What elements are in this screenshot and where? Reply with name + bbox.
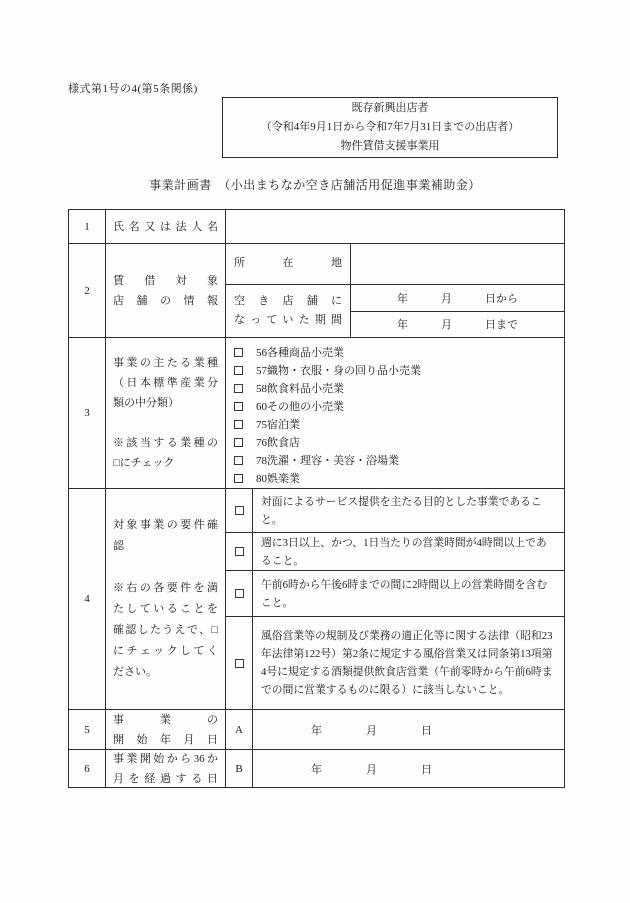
requirement-checkbox-cell xyxy=(226,489,253,532)
row3-number: 3 xyxy=(69,338,106,488)
industry-item xyxy=(234,361,564,379)
row2-label-line1: 賃借対象 xyxy=(113,274,218,287)
industry-label: 56各種商品小売業 xyxy=(256,347,344,359)
name-value-cell[interactable] xyxy=(226,210,564,243)
row2-number: 2 xyxy=(69,244,106,337)
row3-label-line3: 類の中分類） xyxy=(113,397,179,409)
row6-label-line2: 月を経過する日 xyxy=(113,772,218,785)
header-box-line2: （令和4年9月1日から令和7年7月31日までの出店者） xyxy=(260,121,520,133)
header-box-line3: 物件賃借支援事業用 xyxy=(340,140,440,152)
form-number: 様式第1号の4(第5条関係) xyxy=(68,83,198,95)
row3-label-line5: ※該当する業種の xyxy=(113,437,218,449)
requirement-checkbox-cell xyxy=(226,571,253,616)
industry-label: 60その他の小売業 xyxy=(256,401,344,413)
business-plan-table xyxy=(68,209,565,788)
requirement-text: 風俗営業等の規制及び業務の適正化等に関する法律（昭和23年法律第122号）第2条に規定する風俗営業又は同条第13項第4号に規定する酒類提供飲食店営業（午前零時から午前6時までの間に営業するものに限る）に該当しないこと。 xyxy=(261,630,553,696)
requirement-row xyxy=(226,489,564,533)
address-label-cell xyxy=(226,244,351,284)
row4-label-line2: 認 xyxy=(113,540,124,552)
requirement-text: 対面によるサービス提供を主たる目的とした事業であること。 xyxy=(261,495,542,526)
table-row-3 xyxy=(69,338,564,489)
industry-label: 57織物・衣服・身の回り品小売業 xyxy=(256,365,421,377)
row4-label-line6: 確認したうえで、□ xyxy=(113,624,218,636)
checkbox-icon[interactable] xyxy=(235,659,244,668)
vacancy-from-field[interactable]: 年 月 日から xyxy=(351,285,564,312)
header-classification-box xyxy=(222,97,558,158)
industry-item xyxy=(234,343,564,361)
vacancy-dates xyxy=(351,285,564,337)
requirement-row xyxy=(226,533,564,571)
row3-label-line6: □にチェック xyxy=(113,457,175,469)
checkbox-icon[interactable] xyxy=(235,506,244,515)
row3-label-cell xyxy=(106,338,226,488)
row4-label-line3 xyxy=(113,557,218,578)
row6-number: 6 xyxy=(69,750,106,787)
checkbox-icon[interactable] xyxy=(235,589,244,598)
row6-content xyxy=(226,750,564,787)
row4-label-line1: 対象事業の要件確 xyxy=(113,519,218,531)
checkbox-icon[interactable] xyxy=(234,384,243,393)
address-label: 所在地 xyxy=(234,257,342,269)
row5-label-cell xyxy=(106,710,226,749)
table-row-1 xyxy=(69,210,564,244)
elapse-date-field[interactable]: 年 月 日 xyxy=(311,763,432,776)
checkbox-icon[interactable] xyxy=(234,402,243,411)
row4-label-line7: にチェックしてく xyxy=(113,645,218,657)
row3-label-line4 xyxy=(113,413,218,433)
requirement-row xyxy=(226,617,564,709)
address-value-cell[interactable] xyxy=(351,244,564,284)
row4-label-line4: ※右の各要件を満 xyxy=(113,582,218,594)
table-row-5 xyxy=(69,710,564,750)
industry-list-cell xyxy=(226,338,564,488)
table-row-2 xyxy=(69,244,564,338)
requirement-checkbox-cell xyxy=(226,617,253,709)
requirement-text: 週に3日以上、かつ、1日当たりの営業時間が4時間以上であること。 xyxy=(261,536,547,567)
row2-label-cell xyxy=(106,244,226,337)
requirements-cell xyxy=(226,489,564,709)
page-title: 事業計画書 （小出まちなか空き店舗活用促進事業補助金） xyxy=(149,178,481,192)
vacancy-to-field[interactable]: 年 月 日まで xyxy=(397,319,518,332)
requirement-checkbox-cell xyxy=(226,533,253,570)
header-box-line1: 既存新興出店者 xyxy=(351,102,429,114)
row5-code: A xyxy=(226,710,253,749)
row4-label-line8: ださい。 xyxy=(113,666,157,678)
row5-content xyxy=(226,710,564,749)
industry-item xyxy=(234,451,564,469)
vacancy-label-line2: なっていた期間 xyxy=(234,314,342,326)
row4-label-cell xyxy=(106,489,226,709)
checkbox-icon[interactable] xyxy=(235,547,244,556)
industry-item xyxy=(234,433,564,451)
industry-list xyxy=(226,338,564,487)
row1-number: 1 xyxy=(69,210,106,243)
industry-label: 76飲食店 xyxy=(256,437,300,449)
requirement-row xyxy=(226,571,564,617)
row6-code: B xyxy=(226,750,253,787)
row6-label-line1: 事業開始から36か xyxy=(113,752,218,765)
row3-label-line2: （日本標準産業分 xyxy=(113,377,218,389)
industry-item xyxy=(234,379,564,397)
row2-label-line2: 店舗の情報 xyxy=(113,294,218,307)
row5-label-line1: 事業の xyxy=(113,713,218,726)
checkbox-icon[interactable] xyxy=(234,474,243,483)
industry-item xyxy=(234,397,564,415)
row1-label: 氏名又は法人名 xyxy=(113,220,218,233)
industry-label: 75宿泊業 xyxy=(256,419,300,431)
row5-number: 5 xyxy=(69,710,106,749)
row1-label-cell xyxy=(106,210,226,243)
checkbox-icon[interactable] xyxy=(234,456,243,465)
row2-content xyxy=(226,244,564,337)
row4-label-line5: たしていることを xyxy=(113,603,218,615)
address-subrow xyxy=(226,244,564,285)
start-date-field[interactable]: 年 月 日 xyxy=(311,724,432,737)
row6-label-cell xyxy=(106,750,226,787)
vacancy-label-line1: 空き店舗に xyxy=(234,295,342,307)
vacancy-subrow xyxy=(226,285,564,337)
row3-label-line1: 事業の主たる業種 xyxy=(113,357,218,369)
industry-label: 58飲食料品小売業 xyxy=(256,383,344,395)
industry-item xyxy=(234,415,564,433)
checkbox-icon[interactable] xyxy=(234,420,243,429)
table-row-4 xyxy=(69,489,564,710)
checkbox-icon[interactable] xyxy=(234,438,243,447)
checkbox-icon[interactable] xyxy=(234,366,243,375)
requirement-text: 午前6時から午後6時までの間に2時間以上の営業時間を含むこと。 xyxy=(261,578,548,609)
row5-label-line2: 開始年月日 xyxy=(113,733,218,746)
table-row-6 xyxy=(69,750,564,787)
vacancy-label-cell xyxy=(226,285,351,337)
industry-label: 78洗濯・理容・美容・浴場業 xyxy=(256,455,399,467)
checkbox-icon[interactable] xyxy=(234,348,243,357)
industry-label: 80娯楽業 xyxy=(256,473,300,485)
row4-number: 4 xyxy=(69,489,106,709)
industry-item xyxy=(234,469,564,487)
